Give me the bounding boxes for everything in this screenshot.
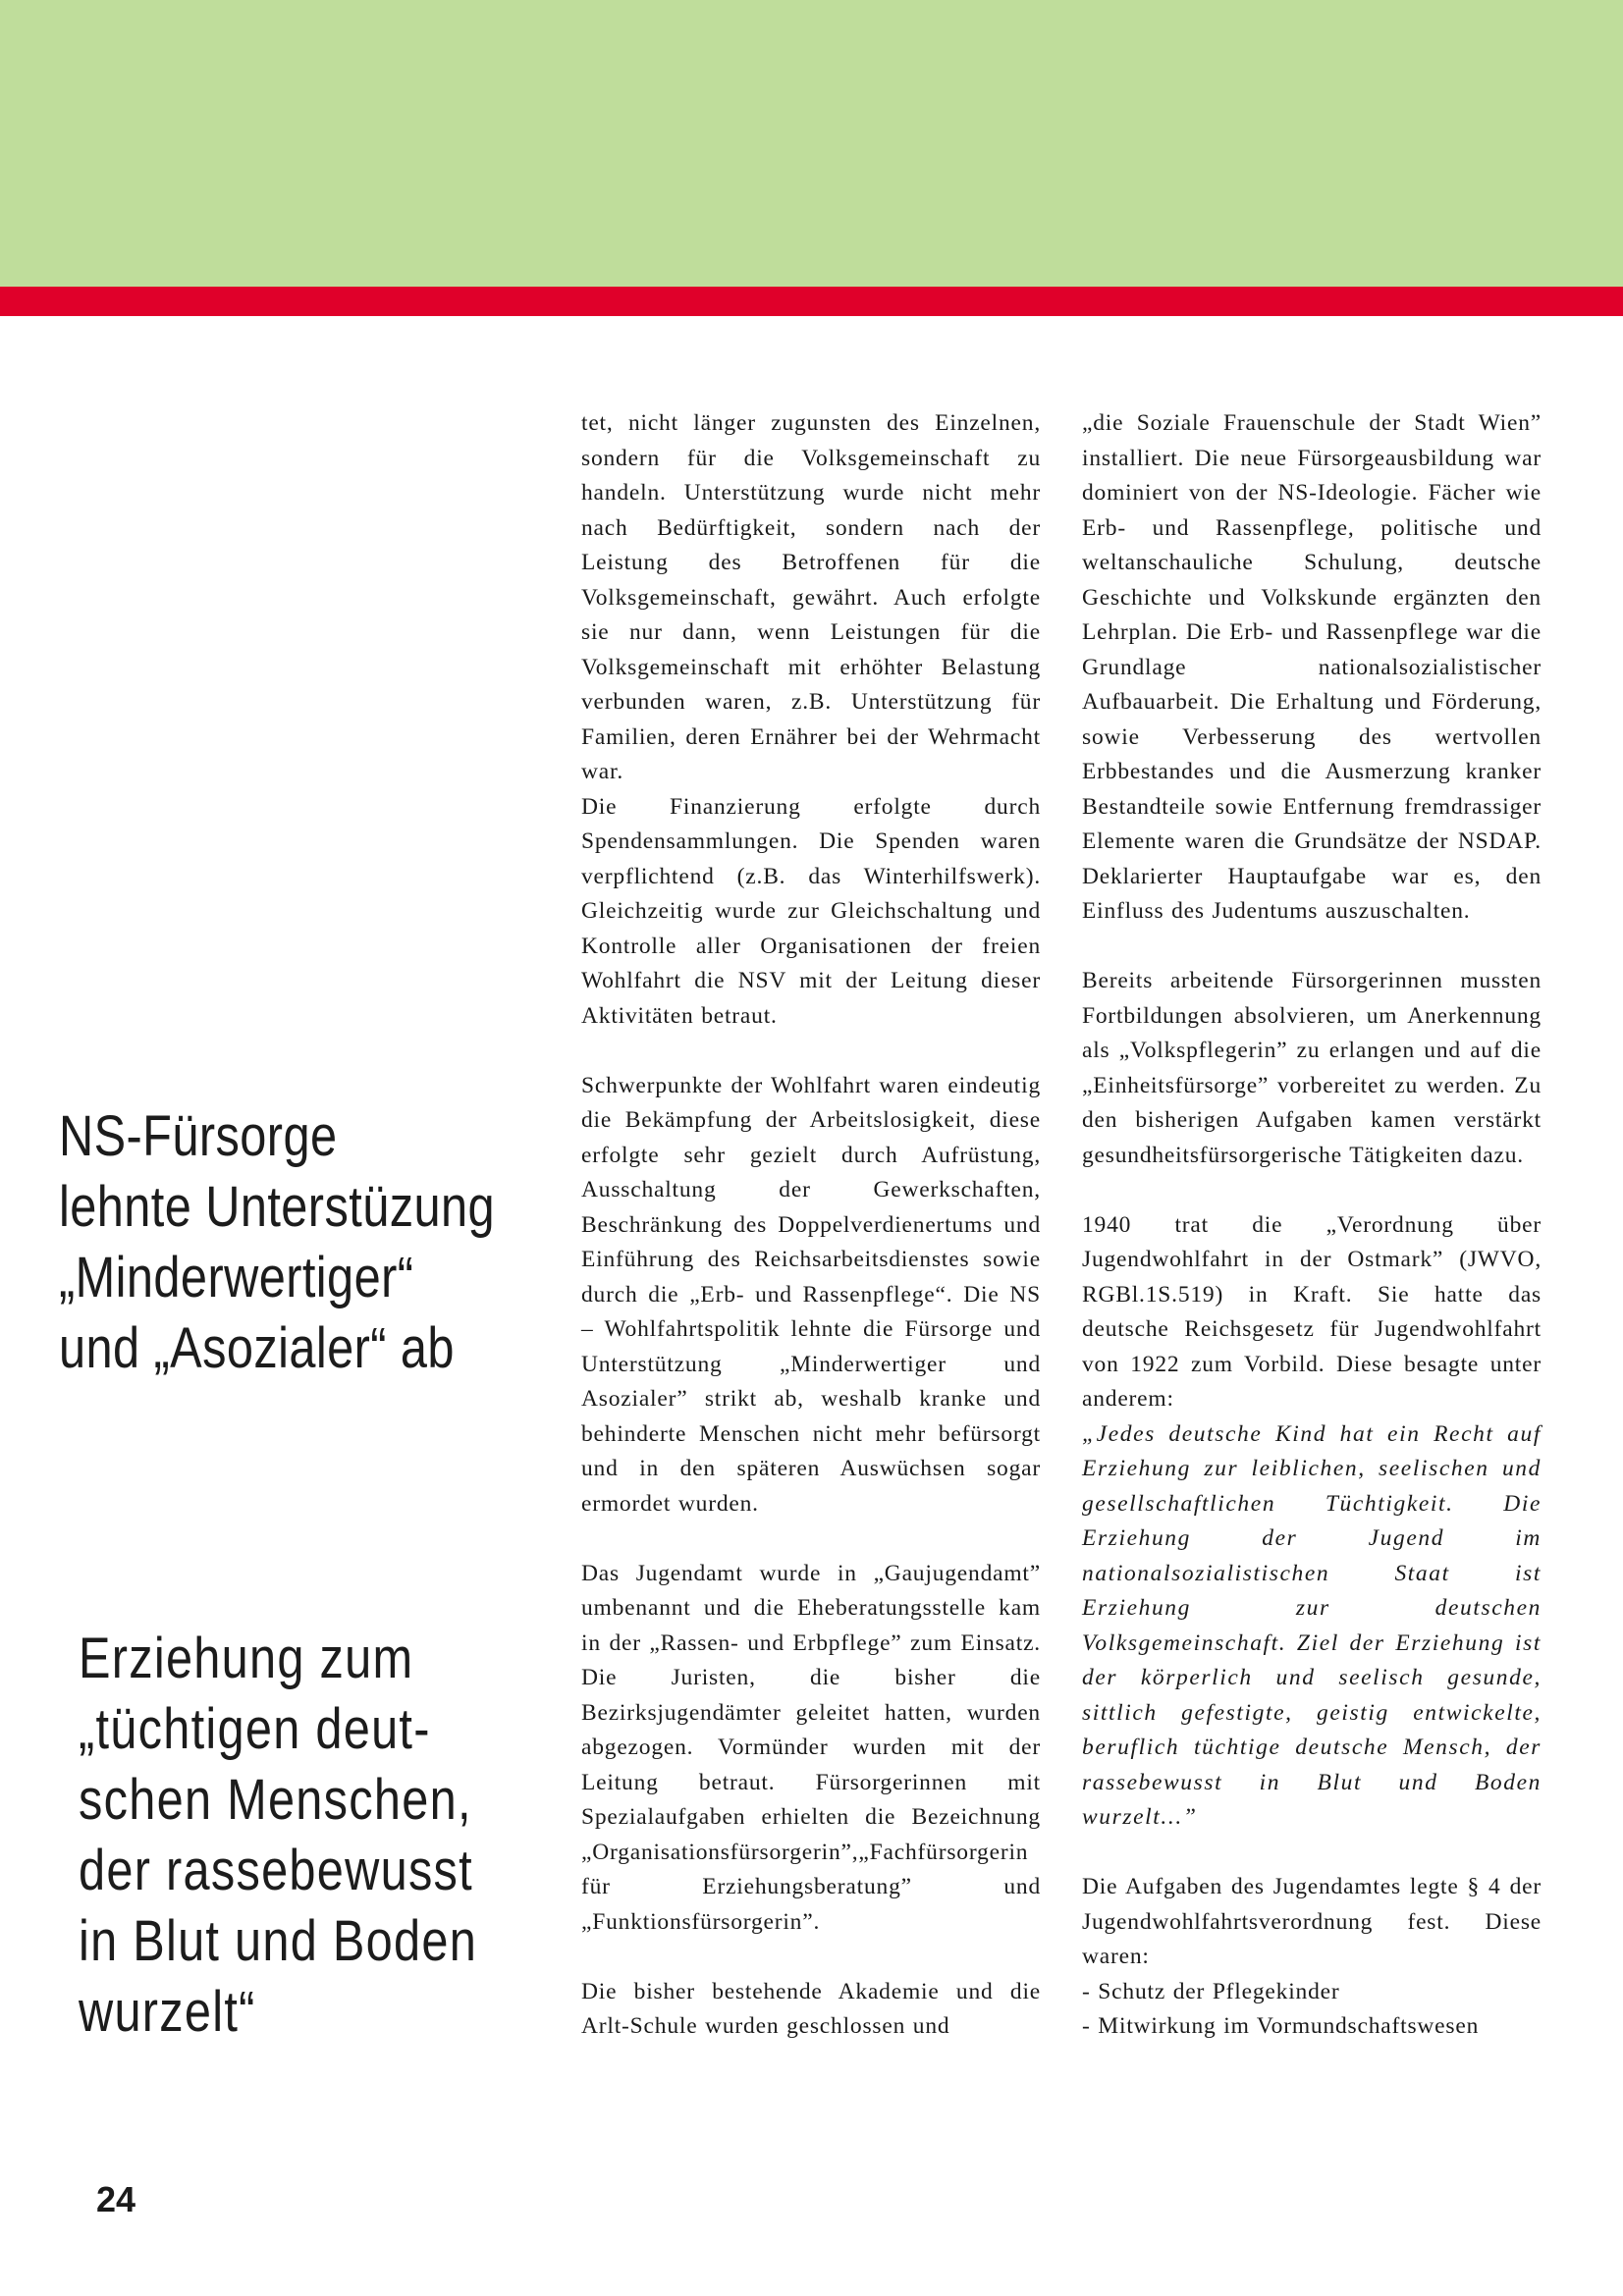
list-item: - Schutz der Pflegekinder — [1082, 1978, 1340, 2004]
paragraph: Die Aufgaben des Jugendamtes legte § 4 der Jugendwohlfahrtsverordnung fest. Diese waren: — [1082, 1874, 1542, 1969]
paragraph: Schwerpunkte der Wohlfahrt waren eindeutig die Bekämpfung der Arbeitslosigkeit, diese erfolgte sehr gezielt durch Aufrüstung, Ausschaltung der Gewerkschaften, Beschränkung des Doppelverdienertums und Einführung des Reichsarbeitsdienstes sowie durch die „Erb- und Rassenpflege“. Die NS – Wohlfahrtspolitik lehnte die Fürsorge und Unterstützung „Minderwertiger und Asozialer” strikt ab, weshalb kranke und behinderte Menschen nicht mehr befürsorgt und in den späteren Auswüchsen sogar ermordet wurden. — [581, 1072, 1041, 1517]
headline-line: in Blut und Boden — [79, 1909, 478, 1973]
header-band-red — [0, 287, 1623, 316]
headline-line: Erziehung zum — [79, 1627, 414, 1690]
headline-line: schen Menschen, — [79, 1768, 472, 1832]
pull-quote-erziehung — [79, 1624, 477, 2048]
paragraph: Das Jugendamt wurde in „Gaujugendamt” umbenannt und die Eheberatungsstelle kam in der „Rassen- und Erbpflege” zum Einsatz. Die Juristen, die bisher die Bezirksjugendämter geleitet hatten, wurden abgezogen. Vormünder wurden mit der Leitung betraut. Fürsorgerinnen mit Spezialaufgaben erhielten die Bezeichnung „Organisationsfürsorgerin”,„Fachfürsorgerin für Erziehungsberatung” und „Funktionsfürsorgerin”. — [581, 1560, 1041, 1935]
paragraph: 1940 trat die „Verordnung über Jugendwohlfahrt in der Ostmark” (JWVO, RGBl.1S.519) in Kraft. Sie hatte das deutsche Reichsgesetz für Jugendwohlfahrt von 1922 zum Vorbild. Diese besagte unter anderem: — [1082, 1211, 1542, 1412]
page-number: 24 — [96, 2179, 136, 2219]
headline-line: „tüchtigen deut- — [79, 1697, 431, 1761]
headline-line: „Minderwertiger“ — [59, 1246, 414, 1309]
headline-line: der rassebewusst — [79, 1839, 473, 1902]
text-column-right — [1082, 406, 1542, 2045]
headline-line: wurzelt“ — [79, 1980, 256, 2044]
paragraph: Die Finanzierung erfolgte durch Spendensammlungen. Die Spenden waren verpflichtend (z.B. das Winterhilfswerk). Gleichzeitig wurde zur Gleichschaltung und Kontrolle aller Organisationen der freien Wohlfahrt die NSV mit der Leitung dieser Aktivitäten betraut. — [581, 793, 1041, 1029]
list-item: - Mitwirkung im Vormundschaftswesen — [1082, 2013, 1480, 2039]
text-column-middle — [581, 406, 1041, 2045]
header-band-green — [0, 0, 1623, 287]
pull-quote-ns-fuersorge — [59, 1101, 495, 1384]
paragraph: „die Soziale Frauenschule der Stadt Wien” installiert. Die neue Fürsorgeausbildung war dominiert von der NS-Ideologie. Fächer wie Erb- und Rassenpflege, politische und weltanschauliche Schulung, deutsche Geschichte und Volkskunde ergänzten den Lehrplan. Die Erb- und Rassenpflege war die Grundlage nationalsozialistischer Aufbauarbeit. Die Erhaltung und Förderung, sowie Verbesserung des wertvollen Erbbestandes und die Ausmerzung kranker Bestandteile sowie Entfernung fremdrassiger Elemente waren die Grundsätze der NSDAP. Deklarierter Hauptaufgabe war es, den Einfluss des Judentums auszuschalten. — [1082, 410, 1542, 924]
law-quote: „Jedes deutsche Kind hat ein Recht auf Erziehung zur leiblichen, seelischen und gesellschaftlichen Tüchtigkeit. Die Erziehung der Jugend im nationalsozialistischen Staat ist Erziehung zur deutschen Volksgemeinschaft. Ziel der Erziehung ist der körperlich und seelisch gesunde, sittlich gefestigte, geistig entwickelte, beruflich tüchtige deutsche Mensch, der rassebewusst in Blut und Boden wurzelt...” — [1082, 1420, 1542, 1830]
task-list — [1082, 1975, 1542, 2045]
headline-line: NS-Fürsorge — [59, 1104, 338, 1168]
paragraph: Bereits arbeitende Fürsorgerinnen mussten Fortbildungen absolvieren, um Anerkennung als „Volkspflegerin” zu erlangen und auf die „Einheitsfürsorge” vorbereitet zu werden. Zu den bisherigen Aufgaben kamen verstärkt gesundheitsfürsorgerische Tätigkeiten dazu. — [1082, 968, 1542, 1168]
paragraph: tet, nicht länger zugunsten des Einzelnen, sondern für die Volksgemeinschaft zu handeln. Unterstützung wurde nicht mehr nach Bedürftigkeit, sondern nach der Leistung des Betroffenen für die Volksgemeinschaft, gewährt. Auch erfolgte sie nur dann, wenn Leistungen für die Volksgemeinschaft mit erhöhter Belastung verbunden waren, z.B. Unterstützung für Familien, deren Ernährer bei der Wehrmacht war. — [581, 410, 1041, 784]
headline-line: und „Asozialer“ ab — [59, 1316, 455, 1380]
headline-line: lehnte Unterstüzung — [59, 1175, 496, 1239]
paragraph: Die bisher bestehende Akademie und die Arlt-Schule wurden geschlossen und — [581, 1978, 1041, 2039]
